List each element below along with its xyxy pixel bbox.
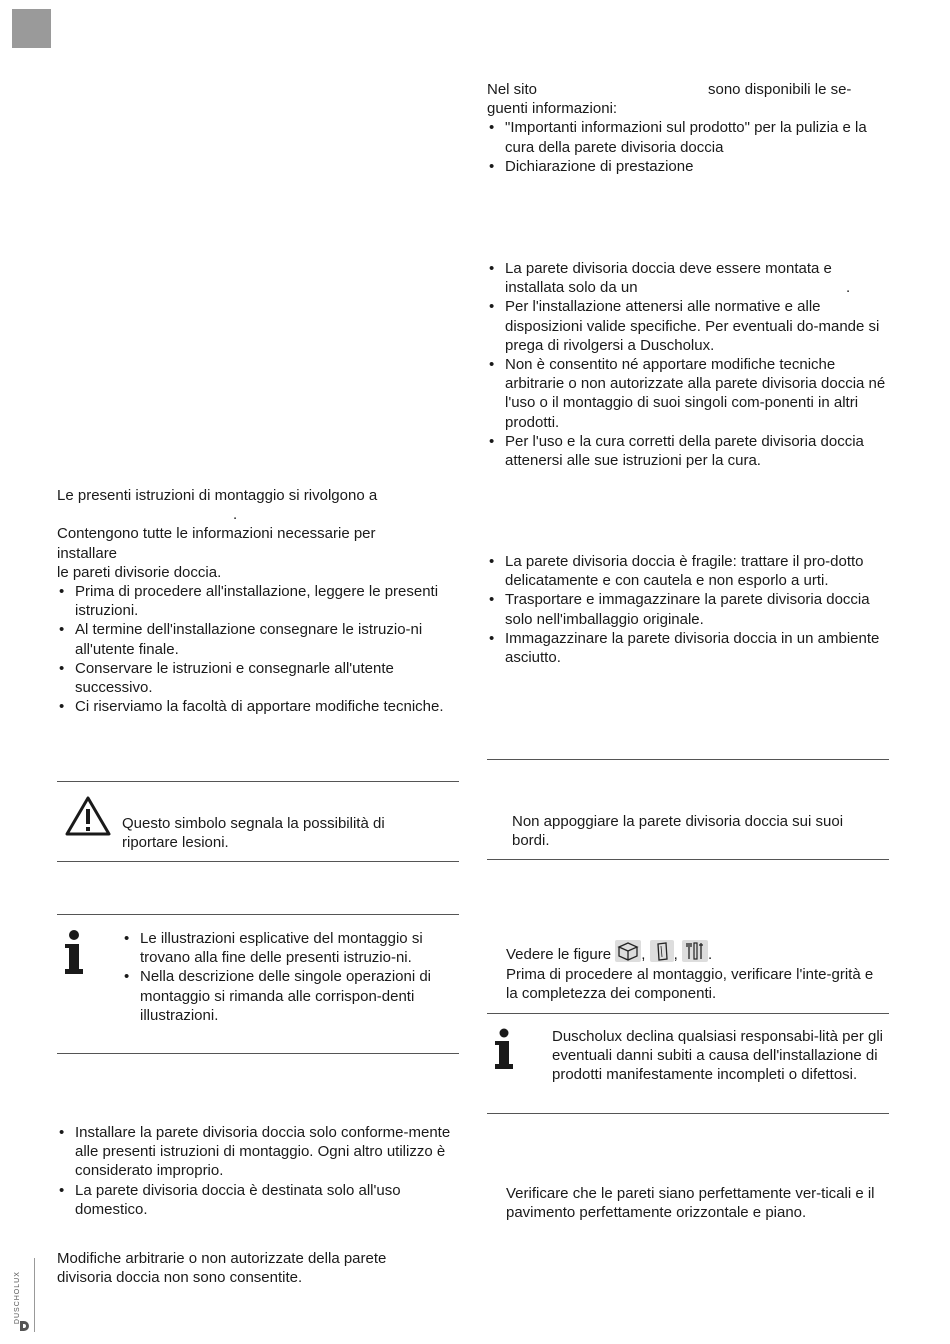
install-bullets	[487, 259, 889, 470]
website-text: sono disponibili le se-	[708, 81, 852, 98]
divider	[487, 1113, 889, 1114]
figures-end: .	[707, 946, 713, 963]
intro-line: Le presenti istruzioni di montaggio si rivolgono a	[57, 487, 378, 504]
figures-separator: ,	[673, 946, 678, 963]
list-item: • Nella descrizione delle singole operazioni di montaggio si rimanda alle corrispon-denti illustrazioni.	[122, 967, 459, 1025]
list-item	[487, 259, 889, 297]
list-item: • Installare la parete divisoria doccia solo conforme-mente alle presenti istruzioni di montaggio. Ogni altro utilizzo è considerato improprio.	[57, 1123, 459, 1181]
list-item: • La parete divisoria doccia è destinata solo all'uso domestico.	[57, 1181, 459, 1219]
closing-block	[57, 1249, 459, 1287]
intro-line: .	[233, 506, 238, 524]
list-item: • Per l'uso e la cura corretti della parete divisoria doccia attenersi alle sue istruzioni per la cura.	[487, 432, 889, 470]
info-text: Duscholux declina qualsiasi responsabi-lità per gli eventuali danni subiti a causa dell'installazione di prodotti manifestamente incompleti o difettosi.	[552, 1028, 884, 1084]
divider	[487, 859, 889, 860]
notice-text: Non appoggiare la parete divisoria doccia sui suoi bordi.	[512, 813, 844, 850]
intro-block	[57, 486, 459, 716]
divider	[487, 1013, 889, 1014]
website-line: guenti informazioni:	[487, 100, 618, 118]
warning-triangle-icon	[64, 795, 112, 837]
figures-separator: ,	[641, 946, 646, 963]
intro-line: installare	[57, 544, 118, 562]
list-item-text: .	[846, 279, 851, 297]
intro-bullets	[57, 582, 459, 716]
walls-text: Verificare che le pareti siano perfettamente ver-ticali e il pavimento perfettamente orizzontale e piano.	[506, 1185, 875, 1222]
transport-bullets	[487, 552, 889, 667]
list-item: • Le illustrazioni esplicative del montaggio si trovano alla fine delle presenti istruzio-ni.	[122, 929, 459, 967]
info-icon	[63, 929, 85, 975]
figures-text: Vedere le figure	[506, 946, 612, 963]
page-tab-marker	[12, 9, 51, 48]
intro-line: le pareti divisorie doccia.	[57, 563, 222, 581]
brand-name: DUSCHOLUX	[13, 1271, 21, 1325]
glass-panel-icon	[650, 940, 674, 962]
closing-line: Modifiche arbitrarie o non autorizzate della parete	[57, 1250, 387, 1267]
list-item: • Ci riserviamo la facoltà di apportare modifiche tecniche.	[57, 697, 459, 716]
closing-line: divisoria doccia non sono consentite.	[57, 1269, 303, 1287]
brand-mark	[13, 1258, 37, 1332]
divider	[57, 861, 459, 862]
divider	[57, 1053, 459, 1054]
list-item: • Trasportare e immagazzinare la parete divisoria doccia solo nell'imballaggio originale.	[487, 590, 889, 628]
warning-text: Questo simbolo segnala la possibilità di riportare lesioni.	[122, 815, 385, 852]
list-item: • Non è consentito né apportare modifiche tecniche arbitrarie o non autorizzate alla parete divisoria doccia né l'uso o il montaggio di suoi singoli com-ponenti in altri prodotti.	[487, 355, 889, 432]
list-item: • "Importanti informazioni sul prodotto" per la pulizia e la cura della parete divisoria doccia	[487, 118, 889, 156]
figures-line	[506, 940, 889, 964]
list-item: • Per l'installazione attenersi alle normative e alle disposizioni valide specifiche. Per eventuali do-mande si prega di rivolgersi a Duscholux.	[487, 297, 889, 355]
info-icon	[493, 1028, 515, 1074]
list-item: • Al termine dell'installazione consegnare le istruzio-ni all'utente finale.	[57, 620, 459, 658]
intro-line: Contengono tutte le informazioni necessarie per	[57, 525, 376, 543]
website-block	[487, 80, 889, 176]
list-item: • Dichiarazione di prestazione	[487, 157, 889, 176]
divider	[57, 914, 459, 915]
list-item-text: La parete divisoria doccia deve essere montata e	[505, 260, 832, 277]
divider	[487, 759, 889, 760]
website-bullets	[487, 118, 889, 176]
check-text: Prima di procedere al montaggio, verificare l'inte-grità e la completezza dei componenti.	[506, 966, 874, 1003]
info-bullets	[122, 929, 459, 1025]
list-item-text: installata solo da un	[505, 279, 638, 297]
website-text: Nel sito	[487, 81, 538, 98]
website-line	[487, 80, 889, 99]
tools-icon	[682, 940, 708, 962]
list-item: • La parete divisoria doccia è fragile: trattare il pro-dotto delicatamente e con cautela e non esporlo a urti.	[487, 552, 889, 590]
brand-divider	[34, 1258, 35, 1332]
list-item: • Prima di procedere all'installazione, leggere le presenti istruzioni.	[57, 582, 459, 620]
box-icon	[615, 940, 641, 962]
divider	[57, 781, 459, 782]
list-item: • Immagazzinare la parete divisoria doccia in un ambiente asciutto.	[487, 629, 889, 667]
list-item: • Conservare le istruzioni e consegnarle all'utente successivo.	[57, 659, 459, 697]
use-bullets	[57, 1123, 459, 1219]
